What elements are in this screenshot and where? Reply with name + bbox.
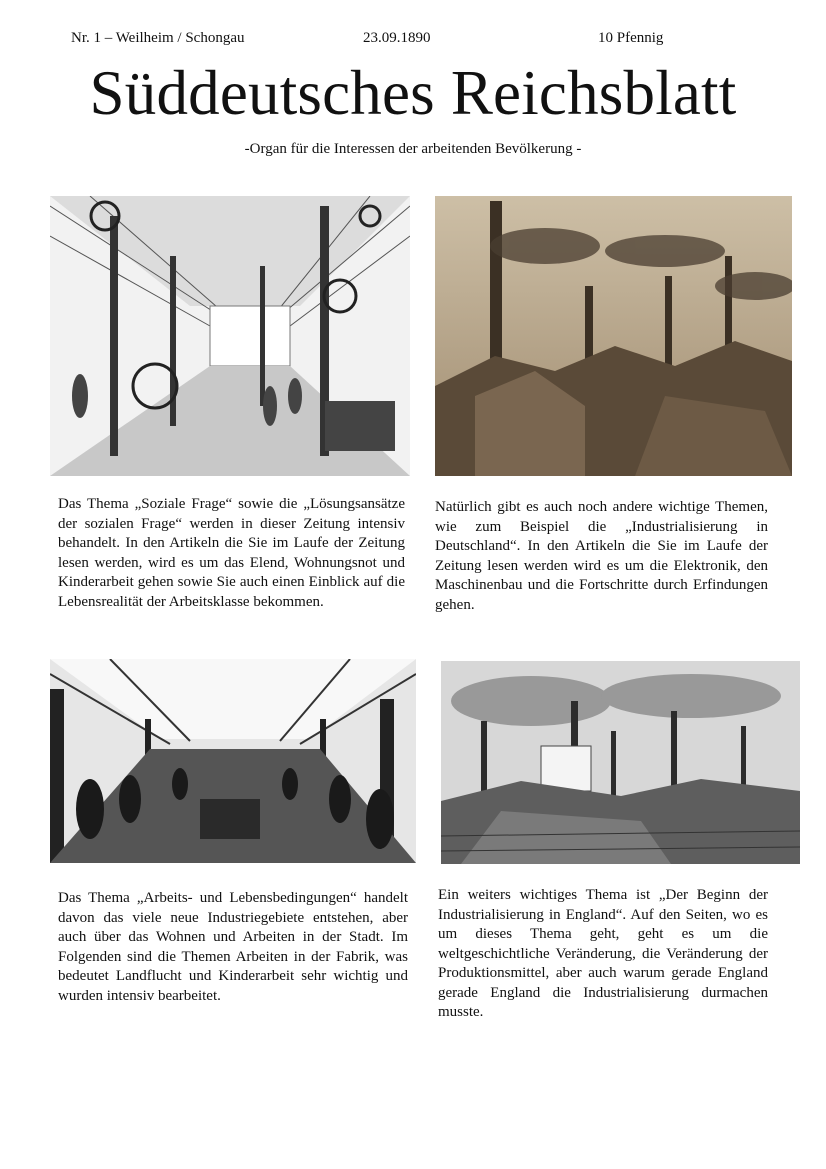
industrial-city-chimneys-image bbox=[435, 196, 792, 476]
newspaper-title: Süddeutsches Reichsblatt bbox=[89, 58, 737, 128]
article-industrialization-germany: Natürlich gibt es auch noch andere wichtige Themen, wie zum Beispiel die „Industrialisierung in Deutschland“. In den Artikeln die Sie im Laufe der Zeitung lesen werden wird es um die Elektronik, den Maschinenbau und die Fortschritte durch Erfindungen gehen. bbox=[435, 499, 768, 613]
issue-date: 23.09.1890 bbox=[363, 30, 431, 46]
article-industrialization-england: Ein weiters wichtiges Thema ist „Der Beginn der Industrialisierung in England“. Auf den Seiten, wo es um dieses Thema geht, geht es um die weltgeschichtliche Veränderung, die Veränderung der Produktionsmittel, aber auch warum gerade England gerade England die Industrialisierung durmachen musste. bbox=[438, 887, 768, 1020]
issue-price: 10 Pfennig bbox=[598, 30, 664, 46]
article-social-question: Das Thema „Soziale Frage“ sowie die „Lösungsansätze der sozialen Frage“ werden in dieser Zeitung intensiv behandelt. In den Artikeln die Sie im Laufe der Zeitung lesen werden, wird es um das Elend, Wohnungsnot und Kinderarbeit gehen sowie Sie auch einen Einblick auf die Lebensrealität der Arbeitsklasse bekommen. bbox=[58, 496, 405, 610]
issue-line bbox=[0, 30, 826, 50]
issue-number: Nr. 1 – Weilheim / Schongau bbox=[71, 30, 245, 46]
article-working-living-conditions: Das Thema „Arbeits- und Lebensbedingungen“ handelt davon das viele neue Industriegebiete entstehen, aber auch über das Wohnen und Arbeiten in der Stadt. Im Folgenden sind die Themen Arbeiten in der Fabrik, was bedeutet Landflucht und Kinderarbeit sehr wichtig und wurden intensiv bearbeitet. bbox=[58, 890, 408, 1004]
industrial-landscape-engraving-image bbox=[441, 661, 800, 864]
newspaper-subtitle: -Organ für die Interessen der arbeitenden Bevölkerung - bbox=[244, 141, 582, 157]
textile-factory-engraving-image bbox=[50, 196, 410, 476]
factory-hall-workers-image bbox=[50, 659, 416, 863]
